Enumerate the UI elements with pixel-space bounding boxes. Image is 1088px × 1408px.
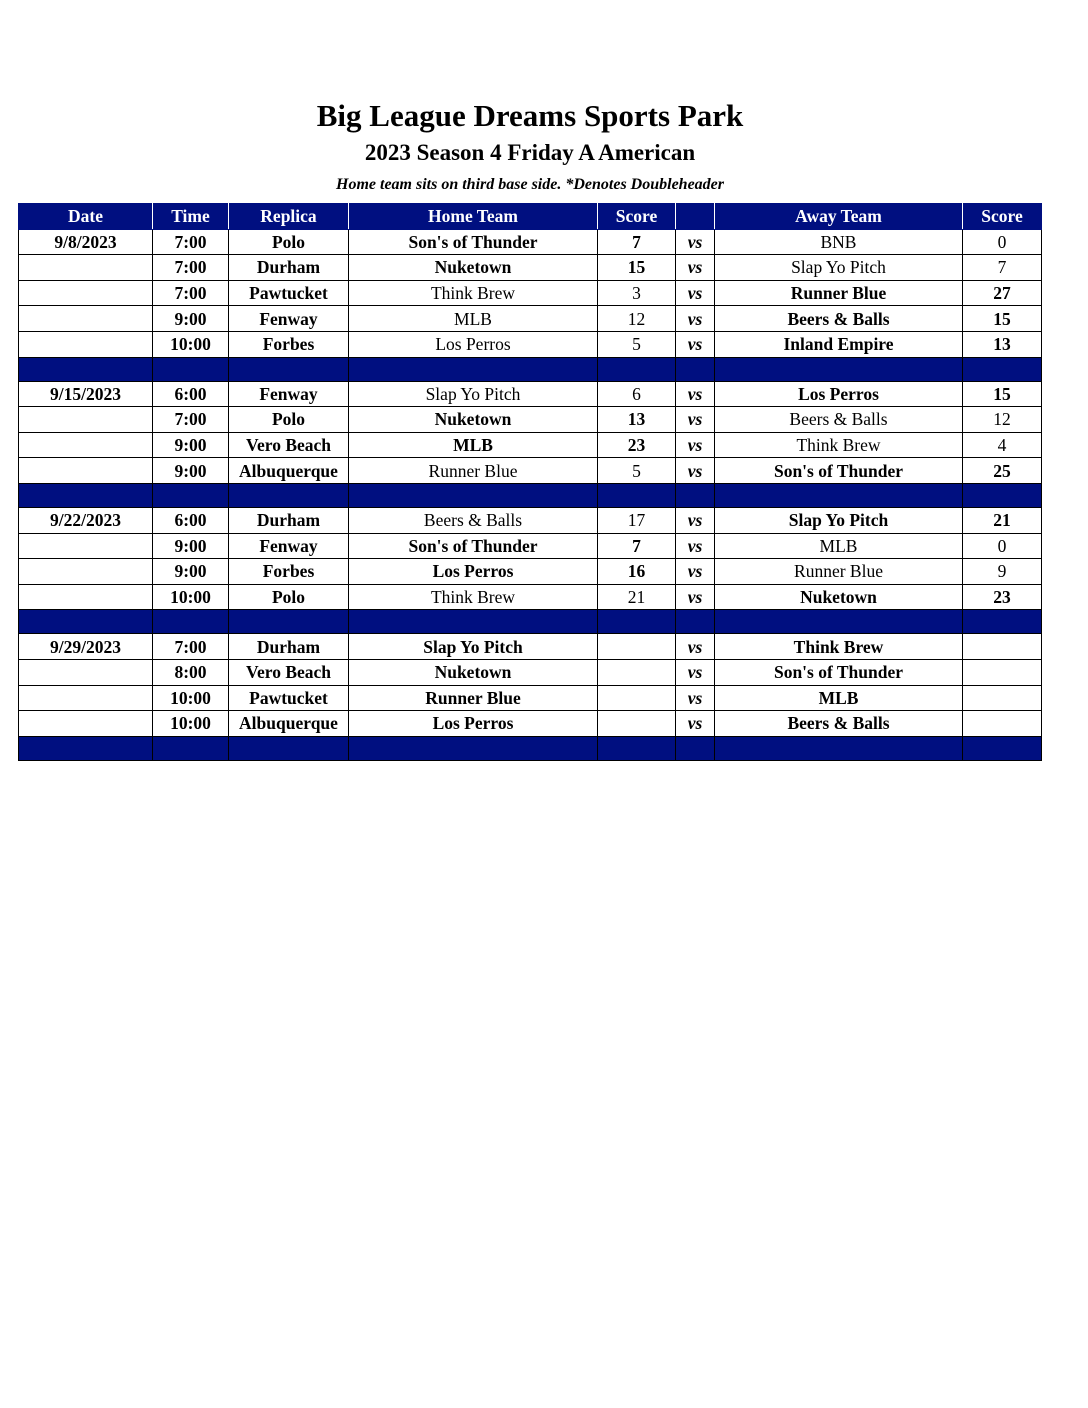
separator-cell (229, 610, 349, 634)
vs-label: vs (676, 533, 715, 559)
vs-label: vs (676, 458, 715, 484)
away-score: 7 (963, 255, 1042, 281)
field-replica: Fenway (229, 306, 349, 332)
game-time: 7:00 (153, 255, 229, 281)
vs-label: vs (676, 507, 715, 533)
separator-cell (349, 610, 598, 634)
game-time: 9:00 (153, 458, 229, 484)
home-score: 5 (598, 458, 676, 484)
away-team: Runner Blue (715, 280, 963, 306)
separator-cell (153, 483, 229, 507)
game-row (19, 306, 1042, 332)
separator-cell (229, 736, 349, 760)
home-score: 15 (598, 255, 676, 281)
home-score: 13 (598, 407, 676, 433)
header-replica: Replica (229, 204, 349, 230)
header-away-score: Score (963, 204, 1042, 230)
away-team: Slap Yo Pitch (715, 507, 963, 533)
away-score: 0 (963, 229, 1042, 255)
game-row (19, 659, 1042, 685)
separator-cell (19, 610, 153, 634)
game-date (19, 711, 153, 737)
separator-cell (349, 357, 598, 381)
home-score: 7 (598, 229, 676, 255)
away-team: Beers & Balls (715, 711, 963, 737)
page-title: Big League Dreams Sports Park (316, 98, 744, 133)
field-replica: Forbes (229, 331, 349, 357)
separator-cell (715, 483, 963, 507)
game-row (19, 229, 1042, 255)
home-team: Think Brew (349, 280, 598, 306)
separator-cell (153, 736, 229, 760)
game-row (19, 559, 1042, 585)
vs-label: vs (676, 711, 715, 737)
field-replica: Durham (229, 255, 349, 281)
away-score: 4 (963, 432, 1042, 458)
game-time: 7:00 (153, 229, 229, 255)
separator-cell (598, 483, 676, 507)
away-score (963, 685, 1042, 711)
separator-cell (19, 483, 153, 507)
game-row (19, 533, 1042, 559)
away-team: Nuketown (715, 584, 963, 610)
vs-label: vs (676, 432, 715, 458)
game-time: 10:00 (153, 331, 229, 357)
game-time: 10:00 (153, 711, 229, 737)
game-time: 9:00 (153, 432, 229, 458)
away-score: 15 (963, 306, 1042, 332)
home-score (598, 634, 676, 660)
home-score: 16 (598, 559, 676, 585)
game-date: 9/29/2023 (19, 634, 153, 660)
vs-label: vs (676, 584, 715, 610)
game-time: 8:00 (153, 659, 229, 685)
game-time: 6:00 (153, 507, 229, 533)
away-score: 23 (963, 584, 1042, 610)
vs-label: vs (676, 559, 715, 585)
away-score: 15 (963, 381, 1042, 407)
field-replica: Vero Beach (229, 432, 349, 458)
vs-label: vs (676, 280, 715, 306)
game-date: 9/22/2023 (19, 507, 153, 533)
game-time: 7:00 (153, 634, 229, 660)
game-row (19, 584, 1042, 610)
header-vs (676, 204, 715, 230)
game-row (19, 280, 1042, 306)
vs-label: vs (676, 331, 715, 357)
game-date: 9/8/2023 (19, 229, 153, 255)
away-team: Slap Yo Pitch (715, 255, 963, 281)
home-team: Son's of Thunder (349, 533, 598, 559)
away-score (963, 634, 1042, 660)
home-score: 7 (598, 533, 676, 559)
vs-label: vs (676, 634, 715, 660)
separator-cell (153, 357, 229, 381)
separator-cell (229, 483, 349, 507)
away-team: BNB (715, 229, 963, 255)
away-score: 0 (963, 533, 1042, 559)
home-team: Nuketown (349, 407, 598, 433)
home-team: MLB (349, 306, 598, 332)
home-score: 17 (598, 507, 676, 533)
away-team: Son's of Thunder (715, 659, 963, 685)
separator-cell (153, 610, 229, 634)
home-team: Runner Blue (349, 685, 598, 711)
schedule-note: Home team sits on third base side. *Denotes Doubleheader (336, 176, 724, 193)
game-time: 7:00 (153, 407, 229, 433)
away-team: MLB (715, 533, 963, 559)
separator-cell (963, 357, 1042, 381)
home-team: Runner Blue (349, 458, 598, 484)
week-separator (19, 736, 1042, 760)
away-score: 25 (963, 458, 1042, 484)
week-separator (19, 357, 1042, 381)
field-replica: Forbes (229, 559, 349, 585)
schedule-table (18, 203, 1042, 761)
game-time: 10:00 (153, 584, 229, 610)
away-team: Runner Blue (715, 559, 963, 585)
header-home-team: Home Team (349, 204, 598, 230)
away-team: Beers & Balls (715, 407, 963, 433)
home-score: 6 (598, 381, 676, 407)
field-replica: Polo (229, 229, 349, 255)
game-row (19, 507, 1042, 533)
away-score: 9 (963, 559, 1042, 585)
away-team: Beers & Balls (715, 306, 963, 332)
separator-cell (598, 357, 676, 381)
game-time: 9:00 (153, 559, 229, 585)
season-subtitle: 2023 Season 4 Friday A American (364, 140, 696, 165)
schedule-body (19, 229, 1042, 760)
separator-cell (676, 483, 715, 507)
game-time: 9:00 (153, 533, 229, 559)
field-replica: Polo (229, 584, 349, 610)
field-replica: Pawtucket (229, 685, 349, 711)
away-score: 21 (963, 507, 1042, 533)
away-score: 13 (963, 331, 1042, 357)
separator-cell (963, 610, 1042, 634)
game-date (19, 584, 153, 610)
game-time: 9:00 (153, 306, 229, 332)
game-date: 9/15/2023 (19, 381, 153, 407)
vs-label: vs (676, 229, 715, 255)
home-score: 12 (598, 306, 676, 332)
away-team: MLB (715, 685, 963, 711)
header-home-score: Score (598, 204, 676, 230)
away-team: Son's of Thunder (715, 458, 963, 484)
separator-cell (676, 736, 715, 760)
game-time: 6:00 (153, 381, 229, 407)
home-score (598, 711, 676, 737)
game-time: 10:00 (153, 685, 229, 711)
field-replica: Polo (229, 407, 349, 433)
separator-cell (349, 736, 598, 760)
away-team: Los Perros (715, 381, 963, 407)
game-row (19, 407, 1042, 433)
separator-cell (963, 483, 1042, 507)
away-team: Inland Empire (715, 331, 963, 357)
game-date (19, 685, 153, 711)
field-replica: Fenway (229, 533, 349, 559)
game-date (19, 280, 153, 306)
vs-label: vs (676, 306, 715, 332)
field-replica: Albuquerque (229, 711, 349, 737)
away-score: 27 (963, 280, 1042, 306)
week-separator (19, 483, 1042, 507)
header-date: Date (19, 204, 153, 230)
home-team: MLB (349, 432, 598, 458)
game-time: 7:00 (153, 280, 229, 306)
game-date (19, 306, 153, 332)
separator-cell (19, 736, 153, 760)
field-replica: Pawtucket (229, 280, 349, 306)
header-row (19, 204, 1042, 230)
separator-cell (676, 357, 715, 381)
home-team: Think Brew (349, 584, 598, 610)
game-date (19, 458, 153, 484)
field-replica: Vero Beach (229, 659, 349, 685)
separator-cell (598, 736, 676, 760)
away-team: Think Brew (715, 432, 963, 458)
home-score: 5 (598, 331, 676, 357)
home-score: 23 (598, 432, 676, 458)
away-team: Think Brew (715, 634, 963, 660)
away-score (963, 659, 1042, 685)
home-team: Nuketown (349, 659, 598, 685)
separator-cell (349, 483, 598, 507)
game-row (19, 458, 1042, 484)
vs-label: vs (676, 381, 715, 407)
game-row (19, 685, 1042, 711)
home-team: Nuketown (349, 255, 598, 281)
separator-cell (963, 736, 1042, 760)
game-date (19, 659, 153, 685)
home-score: 21 (598, 584, 676, 610)
home-score: 3 (598, 280, 676, 306)
separator-cell (715, 357, 963, 381)
field-replica: Albuquerque (229, 458, 349, 484)
home-team: Slap Yo Pitch (349, 634, 598, 660)
home-team: Beers & Balls (349, 507, 598, 533)
field-replica: Fenway (229, 381, 349, 407)
game-date (19, 331, 153, 357)
home-score (598, 659, 676, 685)
separator-cell (598, 610, 676, 634)
home-team: Son's of Thunder (349, 229, 598, 255)
separator-cell (715, 736, 963, 760)
away-score (963, 711, 1042, 737)
header-time: Time (153, 204, 229, 230)
separator-cell (19, 357, 153, 381)
vs-label: vs (676, 685, 715, 711)
away-score: 12 (963, 407, 1042, 433)
field-replica: Durham (229, 634, 349, 660)
vs-label: vs (676, 407, 715, 433)
header-away-team: Away Team (715, 204, 963, 230)
game-row (19, 634, 1042, 660)
separator-cell (715, 610, 963, 634)
game-row (19, 381, 1042, 407)
game-row (19, 255, 1042, 281)
game-date (19, 432, 153, 458)
game-date (19, 533, 153, 559)
separator-cell (676, 610, 715, 634)
game-row (19, 711, 1042, 737)
game-date (19, 559, 153, 585)
vs-label: vs (676, 659, 715, 685)
game-date (19, 407, 153, 433)
home-team: Los Perros (349, 711, 598, 737)
vs-label: vs (676, 255, 715, 281)
home-team: Los Perros (349, 331, 598, 357)
home-team: Los Perros (349, 559, 598, 585)
game-date (19, 255, 153, 281)
home-team: Slap Yo Pitch (349, 381, 598, 407)
field-replica: Durham (229, 507, 349, 533)
game-row (19, 432, 1042, 458)
game-row (19, 331, 1042, 357)
separator-cell (229, 357, 349, 381)
week-separator (19, 610, 1042, 634)
home-score (598, 685, 676, 711)
